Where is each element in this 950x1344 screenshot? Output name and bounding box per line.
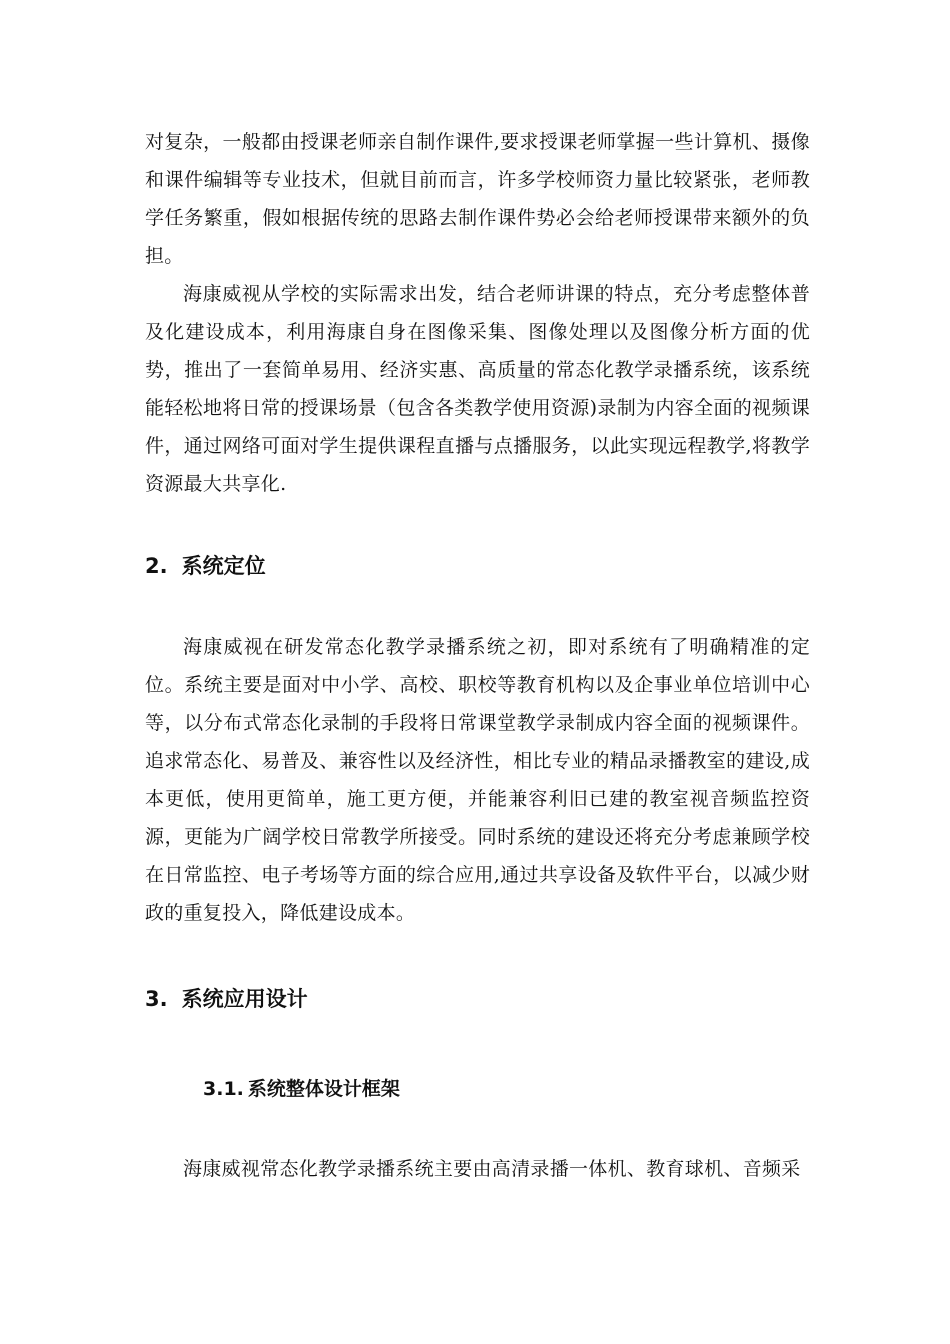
section-heading-system-positioning xyxy=(145,551,266,581)
section-number: 2. xyxy=(145,554,168,578)
paragraph-intro-continuation: 对复杂，一般都由授课老师亲自制作课件,要求授课老师掌握一些计算机、摄像和课件编辑等专业技术，但就目前而言，许多学校师资力量比较紧张，老师教学任务繁重，假如根据传统的思路去制作课件势必会给老师授课带来额外的负担。 xyxy=(145,131,810,267)
subsection-title: 系统整体设计框架 xyxy=(247,1078,400,1100)
subsection-heading-design-framework xyxy=(203,1075,400,1103)
section-number: 3. xyxy=(145,987,168,1011)
paragraph-hikvision-overview: 海康威视从学校的实际需求出发，结合老师讲课的特点，充分考虑整体普及化建设成本，利用海康自身在图像采集、图像处理以及图像分析方面的优势，推出了一套简单易用、经济实惠、高质量的常态化教学录播系统，该系统能轻松地将日常的授课场景（包含各类教学使用资源)录制为内容全面的视频课件，通过网络可面对学生提供课程直播与点播服务，以此实现远程教学,将教学资源最大共享化. xyxy=(145,283,810,495)
paragraph-system-positioning: 海康威视在研发常态化教学录播系统之初，即对系统有了明确精准的定位。系统主要是面对中小学、高校、职校等教育机构以及企事业单位培训中心等，以分布式常态化录制的手段将日常课堂教学录制成内容全面的视频课件。追求常态化、易普及、兼容性以及经济性，相比专业的精品录播教室的建设,成本更低，使用更简单，施工更方便，并能兼容利旧已建的教室视音频监控资源，更能为广阔学校日常教学所接受。同时系统的建设还将充分考虑兼顾学校在日常监控、电子考场等方面的综合应用,通过共享设备及软件平台，以减少财政的重复投入，降低建设成本。 xyxy=(145,636,810,924)
paragraph-system-composition: 海康威视常态化教学录播系统主要由高清录播一体机、教育球机、音频采 xyxy=(183,1158,801,1180)
section-title: 系统应用设计 xyxy=(181,987,308,1011)
section-title: 系统定位 xyxy=(181,554,266,578)
subsection-number: 3.1. xyxy=(203,1078,244,1100)
section-heading-application-design xyxy=(145,984,308,1014)
